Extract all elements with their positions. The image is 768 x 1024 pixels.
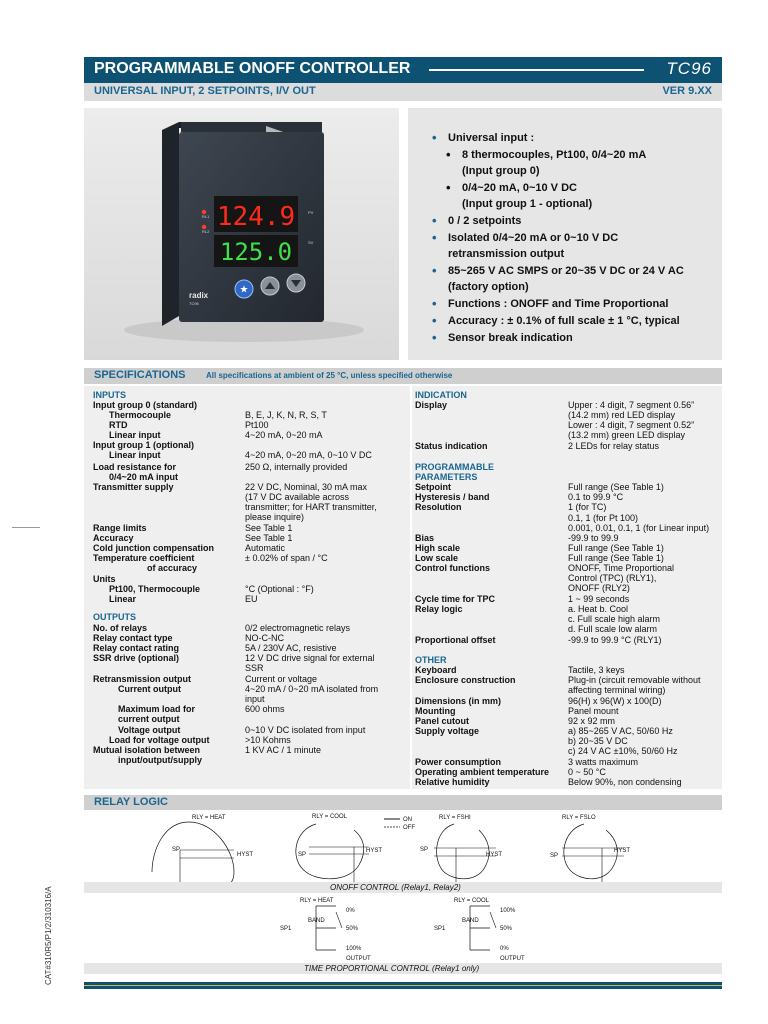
- spec-value: a) 85~265 V AC, 50/60 Hz: [568, 726, 673, 736]
- spec-label: Transmitter supply: [93, 482, 174, 492]
- spec-value: 4~20 mA, 0~20 mA, 0~10 V DC: [245, 450, 372, 460]
- svg-text:SP1: SP1: [280, 926, 292, 932]
- svg-text:★: ★: [239, 284, 249, 296]
- spec-label: Retransmission output: [93, 674, 192, 684]
- spec-label: Panel cutout: [415, 716, 470, 726]
- spec-value: ONOFF (RLY2): [568, 583, 630, 593]
- feature-item: • Accuracy : ± 0.1% of full scale ± 1 °C, typical: [432, 313, 717, 329]
- title-rule: [429, 69, 644, 71]
- feature-item: • 0 / 2 setpoints: [432, 213, 717, 229]
- spec-value: 1 ~ 99 seconds: [568, 594, 630, 604]
- svg-text:50%: 50%: [500, 926, 513, 932]
- spec-label: Cycle time for TPC: [415, 594, 496, 604]
- specifications-bar: [84, 368, 722, 384]
- spec-label: Linear input: [109, 450, 161, 460]
- spec-value: b) 20~35 V DC: [568, 736, 628, 746]
- spec-value: -99.9 to 99.9: [568, 533, 619, 543]
- spec-value: Tactile, 3 keys: [568, 665, 625, 675]
- brand-logo: radix: [189, 291, 209, 300]
- spec-value: SSR: [245, 663, 264, 673]
- spec-label: SSR drive (optional): [93, 653, 180, 663]
- spec-value: 3 watts maximum: [568, 757, 639, 767]
- spec-value: a. Heat b. Cool: [568, 604, 629, 614]
- svg-text:0%: 0%: [500, 946, 509, 952]
- specifications-note: All specifications at ambient of 25 °C, unless specified otherwise: [206, 371, 453, 380]
- specifications-title: SPECIFICATIONS: [94, 369, 186, 381]
- spec-label: input/output/supply: [118, 755, 202, 765]
- spec-label: Low scale: [415, 553, 459, 563]
- subtitle-bar: [84, 83, 722, 101]
- spec-label: No. of relays: [93, 623, 148, 633]
- svg-text:RLY = HEAT: RLY = HEAT: [192, 815, 226, 821]
- spec-label: Accuracy: [93, 533, 134, 543]
- svg-text:100%: 100%: [500, 908, 516, 914]
- rl1-label: RL1: [202, 214, 210, 219]
- spec-value: 600 ohms: [245, 704, 285, 714]
- spec-label: Range limits: [93, 523, 147, 533]
- sv-label: SV: [308, 240, 314, 245]
- onoff-cool-diagram: [296, 814, 415, 885]
- onoff-fslo-diagram: [550, 815, 630, 885]
- spec-value: Upper : 4 digit, 7 segment 0.56”: [568, 400, 695, 410]
- pv-label: PV: [308, 210, 314, 215]
- spec-value: 0 ~ 50 °C: [568, 767, 606, 777]
- spec-value: 2 LEDs for relay status: [568, 441, 660, 451]
- svg-text:OUTPUT: OUTPUT: [500, 956, 525, 962]
- spec-label: Pt100, Thermocouple: [109, 584, 201, 594]
- spec-label: Relay logic: [415, 604, 463, 614]
- spec-label: Load resistance for: [93, 462, 177, 472]
- spec-value: Below 90%, non condensing: [568, 777, 682, 787]
- spec-value: 1 (for TC): [568, 502, 607, 512]
- spec-label: current output: [118, 714, 180, 724]
- footer-stripe: [84, 982, 722, 989]
- svg-text:OUTPUT: OUTPUT: [346, 956, 371, 962]
- spec-label: Relay contact type: [93, 633, 173, 643]
- svg-text:SP: SP: [420, 847, 429, 853]
- svg-text:SP: SP: [550, 853, 559, 859]
- svg-text:SP: SP: [298, 852, 307, 858]
- spec-value: transmitter; for HART transmitter,: [245, 502, 377, 512]
- spec-label: Resolution: [415, 502, 462, 512]
- svg-text:HYST: HYST: [486, 852, 503, 858]
- svg-text:HYST: HYST: [366, 848, 383, 854]
- onoff-fshi-diagram: [420, 815, 502, 885]
- feature-item: • Sensor break indication: [432, 330, 717, 346]
- svg-text:OFF: OFF: [403, 825, 415, 831]
- spec-label: Thermocouple: [109, 410, 172, 420]
- page-title: PROGRAMMABLE ONOFF CONTROLLER: [94, 60, 411, 77]
- spec-label: Operating ambient temperature: [415, 767, 550, 777]
- spec-label: Display: [415, 400, 448, 410]
- spec-value: (14.2 mm) red LED display: [568, 410, 676, 420]
- svg-text:ON: ON: [403, 817, 412, 823]
- spec-value: 250 Ω, internally provided: [245, 462, 348, 472]
- spec-value: Full range (See Table 1): [568, 553, 664, 563]
- section-heading: OTHER: [415, 655, 447, 665]
- spec-value: input: [245, 694, 265, 704]
- spec-value: >10 Kohms: [245, 735, 291, 745]
- spec-right-column: [412, 386, 722, 789]
- catalog-code: CAT#310R5/P1/2/310316/A: [44, 886, 53, 985]
- spec-value: 0~10 V DC isolated from input: [245, 725, 366, 735]
- feature-subitem: • 8 thermocouples, Pt100, 0/4~20 mA (Input group 0): [432, 147, 717, 179]
- spec-value: 4~20 mA / 0~20 mA isolated from: [245, 684, 379, 694]
- spec-label: Mounting: [415, 706, 456, 716]
- spec-value: affecting terminal wiring): [568, 685, 666, 695]
- sv-value: 125.0: [219, 238, 293, 266]
- spec-label: Relative humidity: [415, 777, 490, 787]
- spec-value: c. Full scale high alarm: [568, 614, 661, 624]
- spec-value: B, E, J, K, N, R, S, T: [245, 410, 327, 420]
- feature-subitem: • 0/4~20 mA, 0~10 V DC (Input group 1 - optional): [432, 180, 717, 212]
- spec-value: EU: [245, 594, 258, 604]
- spec-value: -99.9 to 99.9 °C (RLY1): [568, 635, 662, 645]
- pv-value: 124.9: [216, 202, 296, 232]
- spec-label: Relay contact rating: [93, 643, 180, 653]
- feature-item: • Functions : ONOFF and Time Proportional: [432, 296, 717, 312]
- spec-value: 22 V DC, Nominal, 30 mA max: [245, 482, 368, 492]
- spec-label: Linear: [109, 594, 137, 604]
- spec-value: Current or voltage: [245, 674, 318, 684]
- spec-label: Input group 1 (optional): [93, 440, 194, 450]
- tpc-caption: TIME PROPORTIONAL CONTROL (Relay1 only): [304, 964, 480, 973]
- section-heading: INDICATION: [415, 390, 467, 400]
- spec-label: Load for voltage output: [109, 735, 210, 745]
- spec-label: Keyboard: [415, 665, 457, 675]
- spec-value: d. Full scale low alarm: [568, 624, 658, 634]
- spec-value: ONOFF, Time Proportional: [568, 563, 675, 573]
- svg-text:HYST: HYST: [237, 852, 254, 858]
- spec-label: Voltage output: [118, 725, 181, 735]
- spec-label: Hysteresis / band: [415, 492, 490, 502]
- spec-label: RTD: [109, 420, 128, 430]
- feature-list-panel: [408, 108, 722, 360]
- spec-label: Units: [93, 574, 116, 584]
- svg-text:50%: 50%: [346, 926, 359, 932]
- spec-value: See Table 1: [245, 523, 293, 533]
- spec-label: Setpoint: [415, 482, 451, 492]
- spec-label: Control functions: [415, 563, 490, 573]
- spec-label: Maximum load for: [118, 704, 196, 714]
- spec-value: 0.1 to 99.9 °C: [568, 492, 624, 502]
- spec-value: ± 0.02% of span / °C: [245, 553, 328, 563]
- spec-label: Input group 0 (standard): [93, 400, 197, 410]
- spec-label: of accuracy: [147, 563, 198, 573]
- spec-value: Automatic: [245, 543, 286, 553]
- feature-list: [432, 130, 717, 347]
- svg-text:RLY = FSHI: RLY = FSHI: [439, 815, 471, 821]
- spec-label: Linear input: [109, 430, 161, 440]
- spec-value: please inquire): [245, 512, 305, 522]
- tpc-heat-diagram: [280, 898, 371, 962]
- spec-label: Dimensions (in mm): [415, 696, 502, 706]
- onoff-caption: ONOFF CONTROL (Relay1, Relay2): [330, 883, 461, 892]
- version: VER 9.XX: [662, 85, 712, 97]
- spec-value: Full range (See Table 1): [568, 482, 664, 492]
- spec-value: Control (TPC) (RLY1),: [568, 573, 657, 583]
- spec-value: Lower : 4 digit, 7 segment 0.52”: [568, 420, 695, 430]
- svg-text:BAND: BAND: [462, 918, 479, 924]
- spec-label: Current output: [118, 684, 181, 694]
- title-bar: [84, 57, 722, 83]
- section-heading: OUTPUTS: [93, 612, 137, 622]
- spec-value: (13.2 mm) green LED display: [568, 430, 686, 440]
- feature-item: • Universal input :: [432, 130, 717, 146]
- onoff-heat-diagram: [152, 815, 253, 888]
- svg-text:SP: SP: [172, 847, 181, 853]
- spec-label: Bias: [415, 533, 435, 543]
- spec-label: High scale: [415, 543, 461, 553]
- spec-value: 0.001, 0.01, 0.1, 1 (for Linear input): [568, 523, 710, 533]
- feature-item: • Isolated 0/4~20 mA or 0~10 V DC retransmission output: [432, 230, 717, 262]
- controller-illustration: [84, 108, 399, 360]
- spec-label: Temperature coefficient: [93, 553, 195, 563]
- svg-text:RLY = COOL: RLY = COOL: [454, 898, 489, 904]
- svg-text:RLY = HEAT: RLY = HEAT: [300, 898, 334, 904]
- spec-value: Pt100: [245, 420, 269, 430]
- spec-value: 4~20 mA, 0~20 mA: [245, 430, 323, 440]
- svg-text:SP1: SP1: [434, 926, 446, 932]
- svg-text:RLY = FSLO: RLY = FSLO: [562, 815, 596, 821]
- spec-label: Proportional offset: [415, 635, 496, 645]
- section-heading: PARAMETERS: [415, 472, 478, 482]
- relay-logic-bar: [84, 795, 722, 810]
- spec-value: (17 V DC available across: [245, 492, 350, 502]
- spec-label: Power consumption: [415, 757, 502, 767]
- feature-item: • 85~265 V AC SMPS or 20~35 V DC or 24 V AC (factory option): [432, 263, 717, 295]
- spec-label: Cold junction compensation: [93, 543, 214, 553]
- relay-logic-title: RELAY LOGIC: [94, 796, 168, 808]
- tpc-cool-diagram: [434, 898, 525, 962]
- spec-value: 0.1, 1 (for Pt 100): [568, 513, 639, 523]
- spec-value: Full range (See Table 1): [568, 543, 664, 553]
- spec-value: c) 24 V AC ±10%, 50/60 Hz: [568, 746, 678, 756]
- product-photo: [84, 108, 399, 360]
- subtitle: UNIVERSAL INPUT, 2 SETPOINTS, I/V OUT: [94, 85, 316, 97]
- spec-value: 1 KV AC / 1 minute: [245, 745, 322, 755]
- spec-label: Supply voltage: [415, 726, 480, 736]
- model-name: TC96: [666, 59, 712, 78]
- section-heading: INPUTS: [93, 390, 127, 400]
- side-mark: [12, 527, 40, 528]
- svg-text:100%: 100%: [346, 946, 362, 952]
- spec-value: °C (Optional : °F): [245, 584, 314, 594]
- svg-text:RLY = COOL: RLY = COOL: [312, 814, 347, 820]
- svg-text:BAND: BAND: [308, 918, 325, 924]
- spec-value: NO-C-NC: [245, 633, 284, 643]
- spec-value: Panel mount: [568, 706, 619, 716]
- svg-text:0%: 0%: [346, 908, 355, 914]
- spec-value: 92 x 92 mm: [568, 716, 616, 726]
- section-heading: PROGRAMMABLE: [415, 462, 494, 472]
- device-model-label: TC96: [189, 301, 199, 306]
- spec-value: See Table 1: [245, 533, 293, 543]
- spec-value: 0/2 electromagnetic relays: [245, 623, 351, 633]
- spec-label: Enclosure construction: [415, 675, 516, 685]
- spec-value: 96(H) x 96(W) x 100(D): [568, 696, 662, 706]
- spec-value: 12 V DC drive signal for external: [245, 653, 375, 663]
- spec-left-column: [84, 386, 410, 789]
- spec-value: 5A / 230V AC, resistive: [245, 643, 337, 653]
- spec-label: Status indication: [415, 441, 488, 451]
- spec-label: 0/4~20 mA input: [109, 472, 178, 482]
- svg-text:HYST: HYST: [614, 848, 631, 854]
- rl2-label: RL2: [202, 229, 210, 234]
- spec-value: Plug-in (circuit removable without: [568, 675, 701, 685]
- spec-label: Mutual isolation between: [93, 745, 201, 755]
